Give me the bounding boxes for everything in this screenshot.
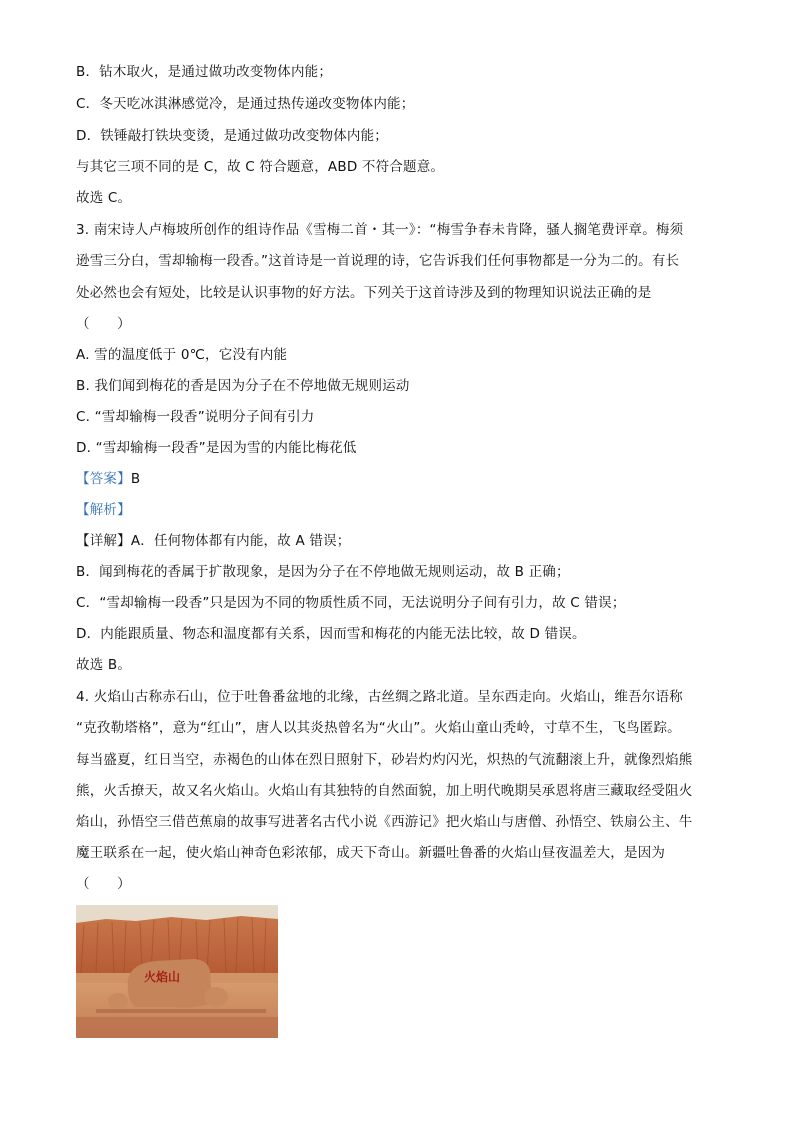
detail-tag: 【详解】	[76, 533, 131, 549]
question-3-line-1: 3. 南宋诗人卢梅坡所创作的组诗作品《雪梅二首・其一》：“梅雪争春未肯降，骚人搁笔费评章。梅须	[76, 222, 684, 238]
stone-inscription: 火焰山	[144, 970, 181, 984]
answer-tag: 【答案】	[76, 471, 131, 487]
question-4-line-2: “克孜勒塔格”，意为“红山”，唐人以其炎热曾名为“火山”。火焰山童山秃岭，寸草不生，飞鸟匿踪。	[76, 720, 681, 736]
choice-line: 故选 C。	[76, 190, 132, 206]
analysis-tag-line	[76, 500, 131, 520]
question-4-line-3: 每当盛夏，红日当空，赤褐色的山体在烈日照射下，砂岩灼灼闪光，炽热的气流翻滚上升，就像烈焰熊	[76, 752, 693, 768]
answer-line	[76, 469, 140, 489]
question-4-line-1: 4. 火焰山古称赤石山，位于吐鲁番盆地的北缘，古丝绸之路北道。呈东西走向。火焰山，维吾尔语称	[76, 689, 683, 705]
option-d-line: D．铁锤敲打铁块变烫，是通过做功改变物体内能；	[76, 128, 388, 144]
question-4-line-4: 熊，火舌撩天，故又名火焰山。火焰山有其独特的自然面貌，加上明代晚期吴承恩将唐三藏取经受阻火	[76, 783, 693, 799]
question-4-line-6: 魔王联系在一起，使火焰山神奇色彩浓郁，成天下奇山。新疆吐鲁番的火焰山昼夜温差大，是因为	[76, 845, 666, 861]
detail-line-5: 故选 B。	[76, 657, 132, 673]
detail-line-4: D．内能跟质量、物态和温度都有关系，因而雪和梅花的内能无法比较，故 D 错误。	[76, 626, 586, 642]
question-3-line-3: 处必然也会有短处，比较是认识事物的好方法。下列关于这首诗涉及到的物理知识说法正确的是	[76, 285, 652, 301]
analysis-tag: 【解析】	[76, 502, 131, 518]
question-4-answer-blank: （ ）	[76, 876, 131, 892]
answer-blank: （ ）	[76, 316, 131, 332]
option-c: C. “雪却输梅一段香”说明分子间有引力	[76, 409, 315, 425]
flaming-mountain-photo	[76, 905, 278, 1038]
answer-value: B	[130, 471, 141, 487]
detail-first: A．任何物体都有内能，故 A 错误；	[130, 533, 351, 549]
detail-line-3: C．“雪却输梅一段香”只是因为不同的物质性质不同，无法说明分子间有引力，故 C 错误；	[76, 595, 626, 611]
option-c-line: C．冬天吃冰淇淋感觉冷，是通过热传递改变物体内能；	[76, 96, 415, 112]
option-d: D. “雪却输梅一段香”是因为雪的内能比梅花低	[76, 440, 357, 456]
option-b: B. 我们闻到梅花的香是因为分子在不停地做无规则运动	[76, 378, 410, 394]
detail-line-2: B．闻到梅花的香属于扩散现象，是因为分子在不停地做无规则运动，故 B 正确；	[76, 564, 570, 580]
conclusion-line: 与其它三项不同的是 C，故 C 符合题意，ABD 不符合题意。	[76, 159, 445, 175]
question-4-line-5: 焰山，孙悟空三借芭蕉扇的故事写进著名古代小说《西游记》把火焰山与唐僧、孙悟空、铁扇公主、牛	[76, 814, 693, 830]
option-a: A. 雪的温度低于 0℃，它没有内能	[76, 347, 288, 363]
question-3-line-2: 逊雪三分白，雪却输梅一段香。”这首诗是一首说理的诗，它告诉我们任何事物都是一分为二的。有长	[76, 253, 680, 269]
option-b-line: B．钻木取火，是通过做功改变物体内能；	[76, 64, 333, 80]
detail-line-1	[76, 531, 350, 551]
